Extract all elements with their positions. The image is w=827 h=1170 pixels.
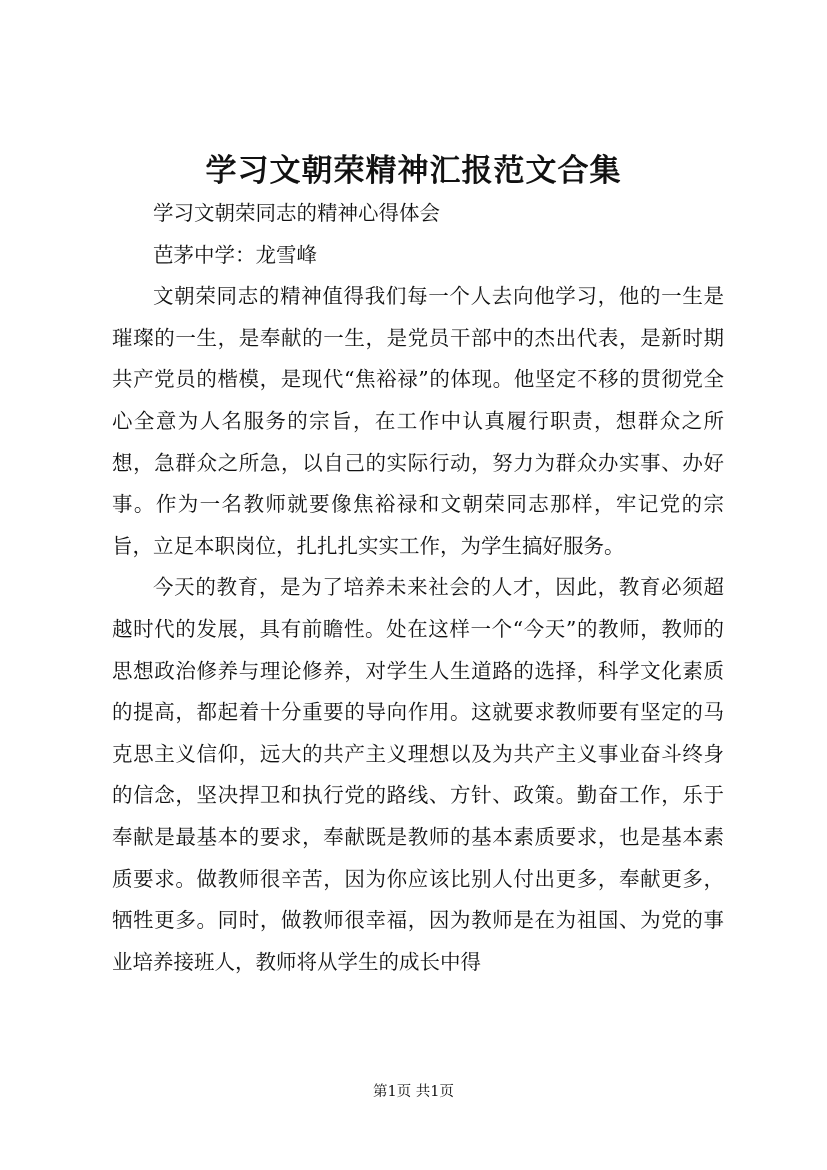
paragraph-body-1: 文朝荣同志的精神值得我们每一个人去向他学习，他的一生是璀璨的一生，是奉献的一生，是党员干部中的杰出代表，是新时期共产党员的楷模，是现代“焦裕禄”的体现。他坚定不移的贯彻党全心全意为人名服务的宗旨，在工作中认真履行职责，想群众之所想，急群众之所急，以自己的实际行动，努力为群众办实事、办好事。作为一名教师就要像焦裕禄和文朝荣同志那样，牢记党的宗旨，立足本职岗位，扎扎扎实实工作，为学生搞好服务。 [112, 284, 724, 558]
document-body [112, 193, 724, 983]
paragraph-body-2: 今天的教育，是为了培养未来社会的人才，因此，教育必须超越时代的发展，具有前瞻性。处在这样一个“今天”的教师，教师的思想政治修养与理论修养，对学生人生道路的选择，科学文化素质的提高，都起着十分重要的导向作用。这就要求教师要有坚定的马克思主义信仰，远大的共产主义理想以及为共产主义事业奋斗终身的信念，坚决捍卫和执行党的路线、方针、政策。勤奋工作，乐于奉献是最基本的要求，奉献既是教师的基本素质要求，也是基本素质要求。做教师很辛苦，因为你应该比别人付出更多，奉献更多，牺牲更多。同时，做教师很幸福，因为教师是在为祖国、为党的事业培养接班人，教师将从学生的成长中得 [112, 575, 724, 974]
page-number-footer: 第1页 共1页 [372, 1084, 455, 1100]
paragraph-author: 芭茅中学：龙雪峰 [153, 242, 317, 267]
paragraph-subtitle: 学习文朝荣同志的精神心得体会 [153, 201, 440, 225]
document-title: 学习文朝荣精神汇报范文合集 [205, 153, 622, 189]
